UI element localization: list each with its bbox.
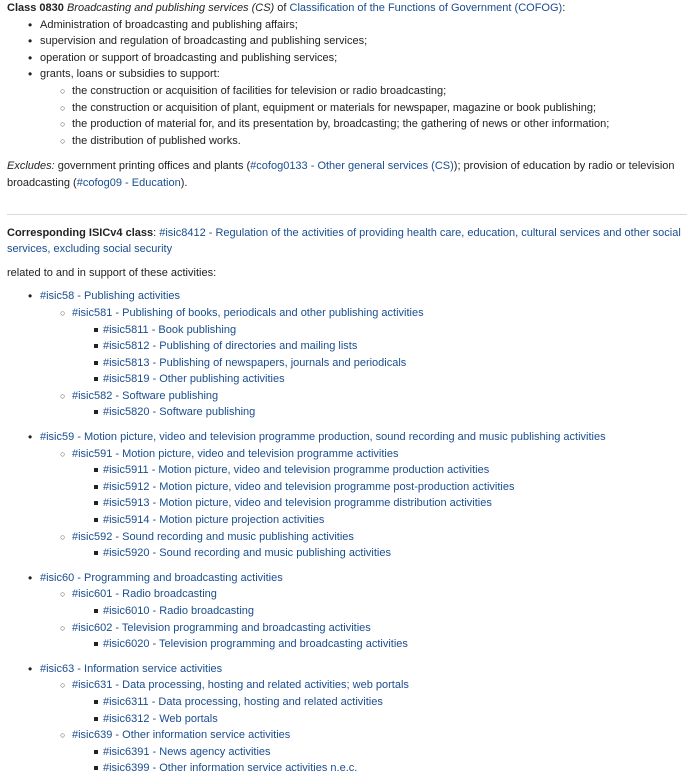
cofog-sub-items-list [7, 83, 687, 149]
isic-class-link[interactable]: #isic6010 - Radio broadcasting [103, 605, 255, 617]
excludes-paragraph [7, 158, 687, 191]
isic-class-link[interactable]: #isic6391 - News agency activities [103, 745, 271, 758]
isic-class-item [7, 371, 687, 388]
isic-tree [7, 288, 687, 777]
isic-group-item [7, 620, 687, 653]
isic-class-link[interactable]: #isic5913 - Motion picture, video and television programme distribution activities [103, 497, 492, 510]
isic-group-item [7, 388, 687, 421]
isic-group-item [7, 529, 687, 562]
isic-class-link[interactable]: #isic5813 - Publishing of newspapers, journals and periodicals [103, 356, 407, 369]
cofog-sub-item: ○ the construction or acquisition of plant, equipment or materials for newspaper, magazine or book publishing; [7, 100, 687, 117]
isic-class-item [7, 355, 687, 372]
isic-division-link[interactable]: #isic63 - Information service activities [40, 662, 223, 675]
isic-group-item [7, 586, 687, 619]
isic-class-line [7, 225, 687, 258]
spacer [40, 653, 687, 661]
isic-class-list [7, 694, 687, 727]
isic-class-item [7, 760, 687, 777]
cofog-item-grants [7, 66, 687, 149]
isic-group-list [7, 677, 687, 777]
isic-class-link[interactable]: #isic5820 - Software publishing [103, 406, 256, 419]
colon: : [562, 2, 566, 14]
isic-class-link[interactable]: #isic5811 - Book publishing [103, 323, 237, 336]
excludes-text: ). [180, 176, 188, 189]
cofog-class-label: Class 0830 [7, 2, 64, 14]
isic-class-item [7, 711, 687, 728]
cofog-items-list [7, 17, 687, 150]
excludes-label: Excludes: [7, 160, 55, 173]
cofog-item: • supervision and regulation of broadcasting and publishing services; [7, 33, 687, 50]
excludes-link-cofog0133[interactable]: #cofog0133 - Other general services (CS) [250, 160, 454, 173]
isic-group-item [7, 727, 687, 777]
isic-class-item [7, 512, 687, 529]
isic-class-link[interactable]: #isic6312 - Web portals [103, 712, 218, 725]
isic-class-link[interactable]: #isic6399 - Other information service activities n.e.c. [103, 762, 358, 775]
cofog-sub-item: ○ the construction or acquisition of facilities for television or radio broadcasting; [7, 83, 687, 100]
isic-class-item [7, 495, 687, 512]
isic-group-item [7, 446, 687, 529]
isic8412-link[interactable]: #isic8412 - Regulation of the activities of providing health care, education, cultural services and other social services, excluding social security [7, 226, 681, 256]
section-divider [7, 214, 687, 215]
colon: : [153, 226, 160, 239]
isic-class-link[interactable]: #isic5819 - Other publishing activities [103, 373, 285, 386]
excludes-text: ); provision of education by radio or television broadcasting ( [7, 160, 675, 189]
isic-class-item [7, 603, 687, 620]
isic-class-list [7, 322, 687, 388]
isic-class-list [7, 545, 687, 562]
isic-class-item [7, 694, 687, 711]
cofog-sub-item: ○ the distribution of published works. [7, 133, 687, 150]
isic-group-list [7, 446, 687, 562]
isic-class-list [7, 404, 687, 421]
of-text: of [274, 2, 290, 14]
isic-class-item [7, 462, 687, 479]
isic-class-item [7, 338, 687, 355]
isic-class-item [7, 322, 687, 339]
isic-group-list [7, 305, 687, 421]
isic-group-item [7, 677, 687, 727]
spacer [40, 562, 687, 570]
isic-division-item [7, 570, 687, 661]
isic-class-link[interactable]: #isic5920 - Sound recording and music publishing activities [103, 547, 391, 560]
isic-class-link[interactable]: #isic5911 - Motion picture, video and television programme production activities [103, 464, 490, 477]
cofog-item: • operation or support of broadcasting and publishing services; [7, 50, 687, 67]
isic-group-link[interactable]: #isic601 - Radio broadcasting [72, 588, 217, 601]
isic-class-link[interactable]: #isic5812 - Publishing of directories and mailing lists [103, 340, 358, 353]
cofog-item: • Administration of broadcasting and publishing affairs; [7, 17, 687, 34]
isic-division-item [7, 429, 687, 570]
isic-class-link[interactable]: #isic6020 - Television programming and broadcasting activities [103, 638, 408, 651]
isic-group-item [7, 305, 687, 388]
isic-division-item [7, 288, 687, 429]
spacer [40, 421, 687, 429]
isic-division-link[interactable]: #isic59 - Motion picture, video and television programme production, sound recording and music publishing activities [40, 431, 606, 444]
isic-class-link[interactable]: #isic6311 - Data processing, hosting and related activities [103, 695, 383, 708]
isic-class-item [7, 636, 687, 653]
isic-class-item [7, 404, 687, 421]
isic-group-link[interactable]: #isic631 - Data processing, hosting and related activities; web portals [72, 679, 409, 692]
cofog-sub-item: ○ the production of material for, and its presentation by, broadcasting; the gathering of news or other information; [7, 116, 687, 133]
isic-group-link[interactable]: #isic592 - Sound recording and music publishing activities [72, 530, 354, 543]
isic-class-list [7, 744, 687, 777]
isic-group-list [7, 586, 687, 652]
isic-class-link[interactable]: #isic5914 - Motion picture projection activities [103, 514, 325, 527]
isic-group-link[interactable]: #isic602 - Television programming and broadcasting activities [72, 621, 371, 634]
isic-class-list [7, 603, 687, 620]
cofog-class-line [7, 0, 687, 17]
isic-group-link[interactable]: #isic591 - Motion picture, video and television programme activities [72, 447, 399, 460]
isic-group-link[interactable]: #isic582 - Software publishing [72, 389, 219, 402]
isic-class-item [7, 744, 687, 761]
cofog-classification-link[interactable]: Classification of the Functions of Government (COFOG) [289, 2, 563, 14]
isic-division-link[interactable]: #isic60 - Programming and broadcasting activities [40, 571, 283, 584]
cofog-item-text: grants, loans or subsidies to support: [40, 68, 220, 81]
isic-division-link[interactable]: #isic58 - Publishing activities [40, 290, 181, 303]
isic-group-link[interactable]: #isic639 - Other information service activities [72, 729, 291, 742]
isic-division-item [7, 661, 687, 777]
related-text: related to and in support of these activities: [7, 266, 217, 279]
isic-class-item [7, 479, 687, 496]
isic-class-list [7, 636, 687, 653]
isic-class-link[interactable]: #isic5912 - Motion picture, video and television programme post-production activities [103, 480, 515, 493]
isic-group-link[interactable]: #isic581 - Publishing of books, periodicals and other publishing activities [72, 306, 424, 319]
isic-class-list [7, 462, 687, 528]
isic-class-label: Corresponding ISICv4 class [7, 226, 154, 239]
cofog-class-title: Broadcasting and publishing services (CS) [66, 2, 275, 14]
excludes-text: government printing offices and plants ( [54, 160, 251, 173]
excludes-link-cofog09[interactable]: #cofog09 - Education [76, 176, 181, 189]
isic-class-item [7, 545, 687, 562]
